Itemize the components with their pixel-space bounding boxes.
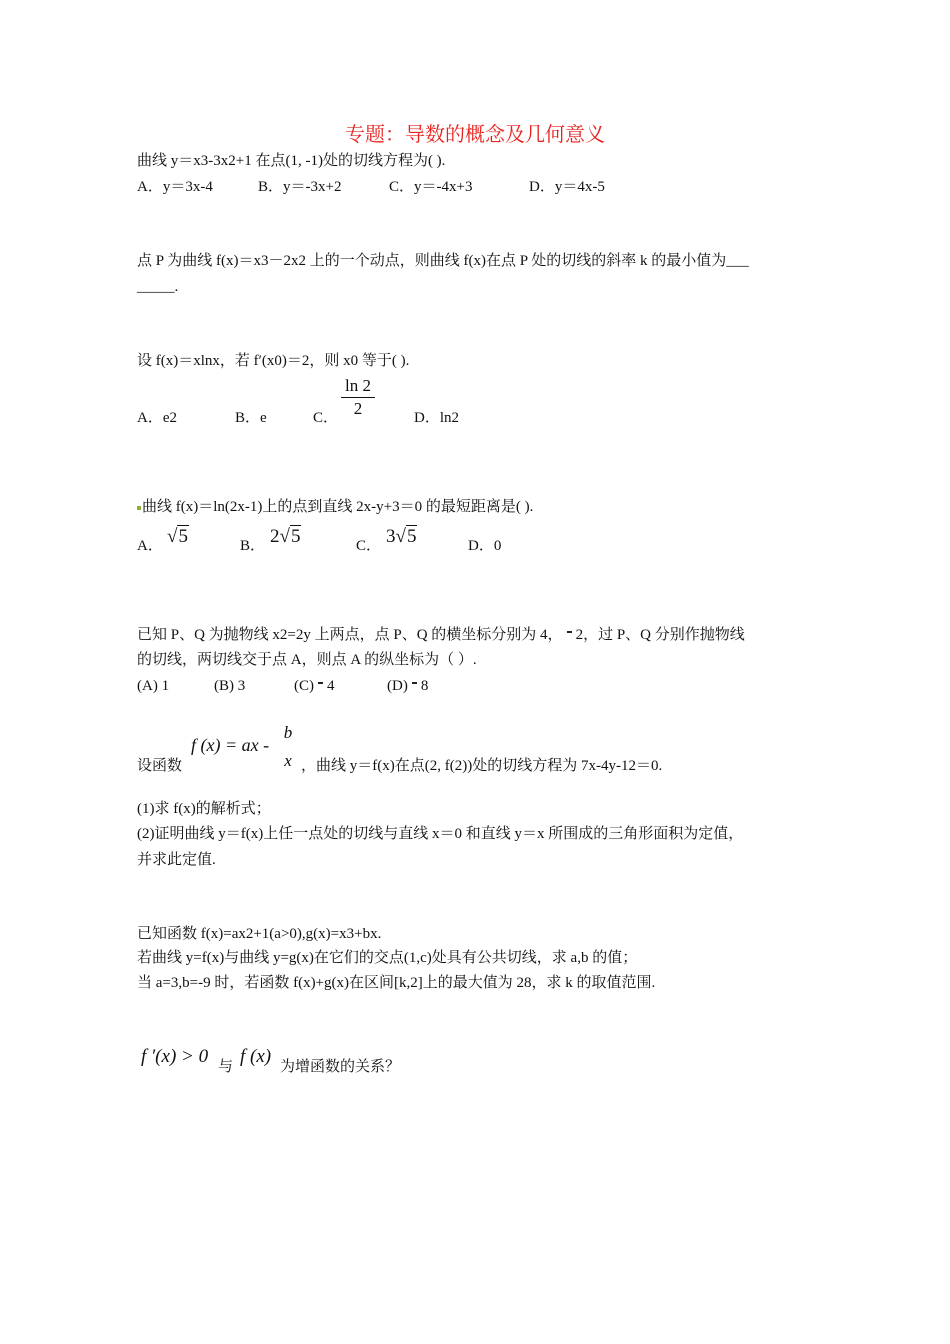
q5-line2: 的切线，两切线交于点 A，则点 A 的纵坐标为（ ）.	[137, 652, 477, 668]
q5-option-d	[387, 676, 428, 696]
q3-option-c-fraction	[341, 375, 375, 420]
sqrt-icon: √	[279, 526, 290, 547]
minus-sign-icon	[318, 682, 323, 684]
q6-formula-fraction	[281, 722, 295, 772]
minus-sign-icon	[567, 631, 572, 633]
q1-option-d: D．y＝4x-5	[529, 179, 605, 195]
q1-option-b: B．y＝-3x+2	[258, 179, 342, 195]
q3-stem: 设 f(x)＝xlnx，若 f′(x0)＝2，则 x0 等于( ).	[137, 353, 410, 369]
fraction-numerator: b	[283, 723, 293, 742]
q6-part2-continued: 并求此定值.	[137, 852, 216, 868]
sqrt-icon: √	[167, 526, 178, 547]
radicand: 5	[406, 526, 417, 547]
q5-option-c-value: 4	[327, 678, 335, 694]
q2-stem-continued: _____.	[137, 279, 179, 295]
q2-stem: 点 P 为曲线 f(x)＝x3－2x2 上的一个动点，则曲线 f(x)在点 P 处的切线的斜率 k 的最小值为___	[137, 253, 749, 269]
q6-part1: (1)求 f(x)的解析式；	[137, 801, 271, 817]
q3-option-b: B．e	[235, 410, 267, 426]
q4-option-b-value	[270, 527, 301, 547]
q5-option-d-label: (D)	[387, 678, 408, 694]
q8-expression-1: f ′(x) > 0	[141, 1046, 209, 1067]
q5-option-c-label: (C)	[294, 678, 314, 694]
sqrt-icon: √	[395, 526, 406, 547]
q8-connector: 与	[218, 1059, 234, 1075]
fraction-denominator: 2	[341, 397, 375, 420]
q7-line3: 当 a=3,b=-9 时，若函数 f(x)+g(x)在区间[k,2]上的最大值为 28，求 k 的取值范围.	[137, 975, 656, 991]
coefficient: 2	[270, 526, 280, 547]
q8-suffix: 为增函数的关系？	[280, 1059, 401, 1075]
q3-option-a: A．e2	[137, 410, 177, 426]
q4-option-b-label: B．	[240, 538, 266, 554]
coefficient: 3	[386, 526, 396, 547]
q5-option-d-value: 8	[420, 678, 429, 694]
q5-option-b: (B) 3	[214, 678, 246, 694]
document-title: 专题：导数的概念及几何意义	[345, 124, 605, 146]
q1-stem: 曲线 y＝x3-3x2+1 在点(1, -1)处的切线方程为( ).	[137, 153, 446, 169]
q6-part2: (2)证明曲线 y＝f(x)上任一点处的切线与直线 x＝0 和直线 y＝x 所围成的三角形面积为定值，	[137, 826, 744, 842]
q7-line2: 若曲线 y=f(x)与曲线 y=g(x)在它们的交点(1,c)处具有公共切线，求 a,b 的值；	[137, 950, 638, 966]
q7-line1: 已知函数 f(x)=ax2+1(a>0),g(x)=x3+bx.	[137, 926, 382, 942]
radicand: 5	[178, 526, 188, 547]
q4-option-a-value	[167, 527, 189, 547]
q5-option-a: (A) 1	[137, 678, 170, 694]
q6-suffix: ，曲线 y＝f(x)在点(2, f(2))处的切线方程为 7x-4y-12＝0.	[301, 758, 663, 774]
radicand: 5	[290, 526, 301, 547]
q4-option-c-label: C．	[356, 538, 382, 554]
q5-line1	[137, 625, 745, 645]
fraction-denominator: x	[284, 751, 292, 770]
q4-option-a-label: A．	[137, 538, 163, 554]
minus-sign-icon	[412, 682, 417, 684]
q3-option-c-label: C．	[313, 410, 339, 426]
q3-option-d: D．ln2	[414, 410, 460, 426]
q4-option-c-value	[386, 527, 417, 547]
q1-option-a: A．y＝3x-4	[137, 179, 213, 195]
marker-dot-icon	[137, 506, 141, 510]
q5-line1-part-b: 2，过 P、Q 分别作抛物线	[575, 627, 745, 643]
q5-line1-part-a: 已知 P、Q 为抛物线 x2=2y 上两点，点 P、Q 的横坐标分别为 4，	[137, 627, 563, 643]
q8-expression-2: f (x)	[240, 1046, 272, 1067]
q6-formula-left: f (x) = ax -	[191, 735, 270, 755]
q4-stem-text: 曲线 f(x)＝ln(2x-1)上的点到直线 2x-y+3＝0 的最短距离是( ).	[142, 499, 534, 515]
q4-option-d: D．0	[468, 538, 502, 554]
q6-prefix: 设函数	[137, 758, 183, 774]
q4-stem	[137, 497, 533, 517]
fraction-numerator: ln 2	[345, 376, 371, 395]
q1-option-c: C．y＝-4x+3	[389, 179, 473, 195]
q5-option-c	[294, 676, 335, 696]
